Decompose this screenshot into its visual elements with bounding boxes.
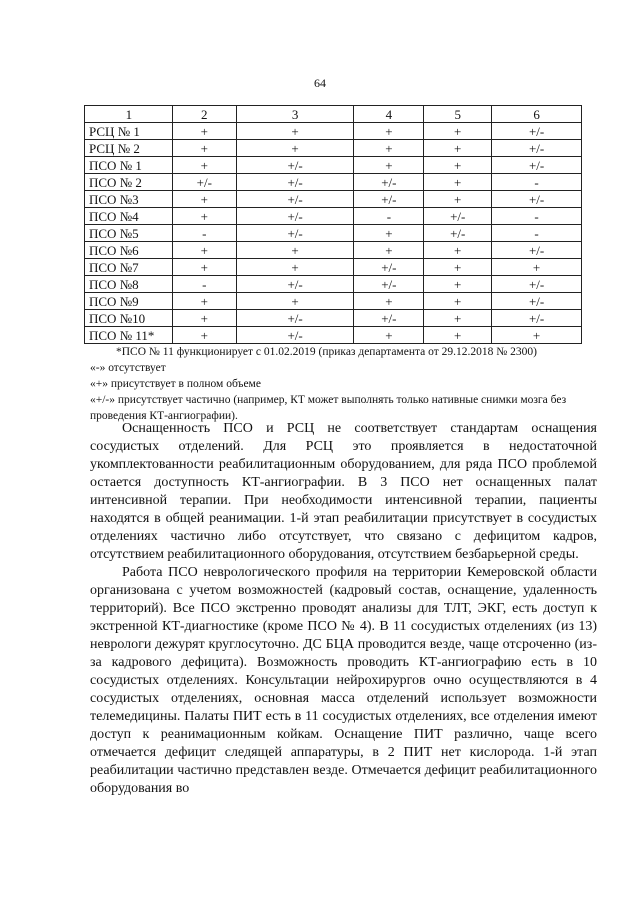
table-cell: + [236, 293, 354, 310]
table-cell: + [172, 242, 236, 259]
table-cell: + [172, 157, 236, 174]
column-header: 3 [236, 106, 354, 123]
row-label-cell: РСЦ № 2 [85, 140, 173, 157]
table-row [85, 327, 582, 344]
table-cell: +/- [492, 276, 582, 293]
table-cell: +/- [492, 140, 582, 157]
table-cell: + [492, 259, 582, 276]
legend-absent: «-» отсутствует [90, 362, 166, 374]
table-cell: + [354, 225, 424, 242]
table-cell: +/- [492, 157, 582, 174]
footnote: *ПСО № 11 функционирует с 01.02.2019 (приказ департамента от 29.12.2018 № 2300) [116, 346, 537, 358]
table-cell: + [354, 242, 424, 259]
table-cell: + [354, 327, 424, 344]
column-header: 4 [354, 106, 424, 123]
table-cell: + [236, 123, 354, 140]
table-cell: + [236, 242, 354, 259]
table-cell: +/- [236, 310, 354, 327]
paragraph: Работа ПСО неврологического профиля на территории Кемеровской области организована с учетом возможностей (кадровый состав, оснащение, удаленность территорий). Все ПСО экстренно проводят анализы для ТЛТ, ЭКГ, есть доступ к экстренной КТ-диагностике (кроме ПСО № 4). В 11 сосудистых отделениях (из 13) неврологи дежурят круглосуточно. ДС БЦА проводится везде, чаще отсроченно (из-за кадрового дефицита). Возможность проводить КТ-ангиографию есть в 10 сосудистых отделениях. Консультации нейрохирургов очно осуществляются в 4 сосудистых отделениях, основная масса отделений использует возможности телемедицины. Палаты ПИТ есть в 11 сосудистых отделениях, все отделения имеют доступ к реанимационным койкам. Оснащение ПИТ различно, чаще всего отмечается дефицит следящей аппаратуры, в 2 ПИТ нет кислорода. 1-й этап реабилитации частично представлен везде. Отмечается дефицит реабилитационного оборудования во [90, 565, 597, 796]
table-cell: +/- [354, 310, 424, 327]
table-cell: + [354, 140, 424, 157]
table-cell: + [424, 140, 492, 157]
table-cell: +/- [492, 310, 582, 327]
table-cell: +/- [424, 225, 492, 242]
table-cell: +/- [236, 174, 354, 191]
row-label-cell: ПСО №4 [85, 208, 173, 225]
row-label-cell: ПСО №5 [85, 225, 173, 242]
paragraph: Оснащенность ПСО и РСЦ не соответствует стандартам оснащения сосудистых отделений. Для РСЦ это проявляется в недостаточной укомплектованности реабилитационным оборудованием, для ряда ПСО проблемой остается доступность КТ-ангиографии. В 3 ПСО нет оснащенных палат интенсивной терапии. При необходимости интенсивной терапии, пациенты находятся в общей реанимации. 1-й этап реабилитации присутствует в сосудистых отделениях частично либо отсутствует, что связано с дефицитом кадров, отсутствием реабилитационного оборудования, отсутствием безбарьерной среды. [90, 421, 597, 562]
legend-partial: «+/-» присутствует частично (например, КТ может выполнять только нативные снимки мозга без проведения КТ-ангиографии). [90, 394, 567, 422]
table-cell: + [424, 174, 492, 191]
table-cell: +/- [236, 276, 354, 293]
table-cell: +/- [236, 208, 354, 225]
table-cell: + [172, 327, 236, 344]
equipment-table [84, 105, 582, 344]
table-cell: - [172, 225, 236, 242]
legend-full: «+» присутствует в полном объеме [90, 378, 261, 390]
column-header: 5 [424, 106, 492, 123]
table-cell: + [424, 259, 492, 276]
table-cell: +/- [354, 259, 424, 276]
table-cell: + [354, 293, 424, 310]
row-label-cell: ПСО №3 [85, 191, 173, 208]
table-row [85, 310, 582, 327]
table-row [85, 225, 582, 242]
row-label-cell: ПСО №8 [85, 276, 173, 293]
table-cell: + [424, 327, 492, 344]
table-cell: + [172, 140, 236, 157]
table-cell: + [172, 191, 236, 208]
table-cell: - [172, 276, 236, 293]
table-cell: - [354, 208, 424, 225]
table-cell: + [172, 293, 236, 310]
body-text [90, 420, 597, 798]
table-cell: +/- [236, 327, 354, 344]
table-row [85, 259, 582, 276]
table-row [85, 293, 582, 310]
row-label-cell: ПСО №6 [85, 242, 173, 259]
table-cell: - [492, 208, 582, 225]
table-cell: + [172, 123, 236, 140]
table-cell: + [236, 140, 354, 157]
table-cell: +/- [492, 293, 582, 310]
table-cell: + [172, 208, 236, 225]
column-header: 6 [492, 106, 582, 123]
table-header-row [85, 106, 582, 123]
table-row [85, 242, 582, 259]
table-cell: +/- [354, 276, 424, 293]
row-label-cell: ПСО №9 [85, 293, 173, 310]
table-cell: + [172, 310, 236, 327]
table-cell: +/- [236, 191, 354, 208]
table-cell: + [424, 293, 492, 310]
table-cell: + [236, 259, 354, 276]
table-row [85, 140, 582, 157]
table-cell: +/- [492, 242, 582, 259]
table-cell: + [424, 242, 492, 259]
table-cell: + [424, 157, 492, 174]
table-cell: - [492, 174, 582, 191]
table-cell: +/- [236, 225, 354, 242]
table-cell: + [424, 310, 492, 327]
table-cell: +/- [354, 191, 424, 208]
table-cell: +/- [492, 123, 582, 140]
table-cell: + [424, 123, 492, 140]
table-row [85, 191, 582, 208]
row-label-cell: ПСО № 2 [85, 174, 173, 191]
table-row [85, 208, 582, 225]
row-label-cell: ПСО №7 [85, 259, 173, 276]
row-label-cell: ПСО №10 [85, 310, 173, 327]
table-cell: +/- [236, 157, 354, 174]
column-header: 1 [85, 106, 173, 123]
table-cell: +/- [424, 208, 492, 225]
column-header: 2 [172, 106, 236, 123]
table-cell: +/- [354, 174, 424, 191]
table-row [85, 174, 582, 191]
table-cell: + [424, 276, 492, 293]
table-cell: + [492, 327, 582, 344]
page-number: 64 [314, 76, 326, 90]
table-cell: - [492, 225, 582, 242]
table-notes [90, 344, 600, 424]
row-label-cell: ПСО № 11* [85, 327, 173, 344]
table-cell: + [354, 123, 424, 140]
row-label-cell: РСЦ № 1 [85, 123, 173, 140]
table-cell: +/- [172, 174, 236, 191]
row-label-cell: ПСО № 1 [85, 157, 173, 174]
table-row [85, 276, 582, 293]
table-cell: + [172, 259, 236, 276]
table-row [85, 123, 582, 140]
table-cell: + [354, 157, 424, 174]
table-cell: +/- [492, 191, 582, 208]
table-row [85, 157, 582, 174]
table-cell: + [424, 191, 492, 208]
